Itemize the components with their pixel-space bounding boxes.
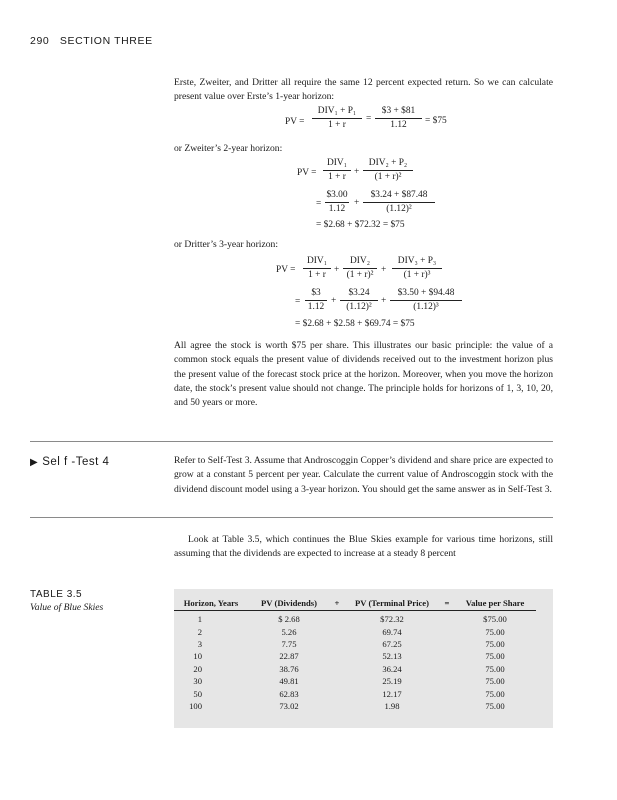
table-subtitle: Value of Blue Skies bbox=[30, 602, 104, 613]
look-paragraph: Look at Table 3.5, which continues the Blue Skies example for various time horizons, still assuming that the dividends are expected to increase at a steady 8 percent bbox=[174, 534, 553, 560]
cell-pv-terminal: 1.98 bbox=[384, 700, 400, 711]
table-row bbox=[174, 687, 536, 699]
eq-result: = $2.68 + $72.32 = $75 bbox=[316, 220, 405, 230]
eq-fraction bbox=[363, 158, 413, 183]
divider bbox=[30, 441, 553, 442]
eq-fraction bbox=[343, 256, 377, 281]
eq-numerator: $3 bbox=[305, 288, 327, 301]
cell-pv-dividends: 38.76 bbox=[279, 663, 299, 674]
eq-plus: + bbox=[331, 296, 337, 306]
eq-numerator: DIV₂ + P₂ bbox=[363, 158, 413, 171]
cell-pv-terminal: $72.32 bbox=[380, 614, 404, 625]
cell-value: 75.00 bbox=[485, 626, 505, 637]
cell-horizon: 10 bbox=[193, 651, 202, 662]
cell-pv-dividends: 62.83 bbox=[279, 688, 299, 699]
col-header: PV (Dividends) bbox=[248, 596, 330, 611]
cell-horizon: 30 bbox=[193, 676, 202, 687]
eq-result: = $2.68 + $2.58 + $69.74 = $75 bbox=[295, 319, 415, 329]
eq-fraction bbox=[305, 288, 327, 313]
cell-pv-dividends: 5.26 bbox=[281, 626, 297, 637]
eq-pv-label: PV = bbox=[276, 265, 296, 275]
eq-result: = $75 bbox=[425, 116, 447, 126]
eq-fraction bbox=[303, 256, 331, 281]
cell-pv-dividends: $ 2.68 bbox=[278, 614, 300, 625]
dritter-text: or Dritter’s 3-year horizon: bbox=[174, 239, 278, 250]
cell-horizon: 2 bbox=[197, 626, 202, 637]
eq-numerator: DIV₁ bbox=[323, 158, 351, 171]
cell-value: 75.00 bbox=[485, 688, 505, 699]
self-test-text: Refer to Self-Test 3. Assume that Androscoggin Copper’s dividend and share price are expected to grow at a constant 5 percent per year. Calculate the current value of Androscoggin stock with the dividend discount model using a 3-year horizon. You should get the same answer as in Self-Test 3. bbox=[174, 455, 553, 495]
eq-numerator: $3.50 + $94.48 bbox=[390, 288, 462, 301]
eq-fraction bbox=[323, 158, 351, 183]
cell-pv-dividends: 7.75 bbox=[281, 638, 297, 649]
cell-horizon: 3 bbox=[197, 638, 202, 649]
eq-denominator: (1 + r)² bbox=[346, 270, 374, 280]
table-row bbox=[174, 638, 536, 650]
eq-denominator: 1.12 bbox=[328, 204, 346, 214]
table-row bbox=[174, 611, 536, 626]
cell-pv-dividends: 22.87 bbox=[279, 651, 299, 662]
cell-horizon: 50 bbox=[193, 688, 202, 699]
eq-fraction bbox=[390, 288, 462, 313]
eq-numerator: $3.00 bbox=[325, 190, 349, 203]
eq-denominator: 1.12 bbox=[390, 120, 407, 130]
self-test-label bbox=[30, 456, 109, 468]
cell-pv-terminal: 69.74 bbox=[382, 626, 402, 637]
triangle-icon: ▶ bbox=[30, 457, 39, 468]
eq-equals: = bbox=[295, 297, 301, 307]
eq-fraction bbox=[325, 190, 349, 215]
cell-value: 75.00 bbox=[485, 700, 505, 711]
divider bbox=[30, 517, 553, 518]
table-panel bbox=[174, 589, 553, 728]
table-row bbox=[174, 700, 536, 712]
eq-numerator: DIV₁ + P₁ bbox=[312, 106, 362, 119]
eq-fraction bbox=[340, 288, 378, 313]
eq-denominator: (1 + r)² bbox=[374, 172, 402, 182]
cell-pv-terminal: 12.17 bbox=[382, 688, 402, 699]
eq-numerator: $3 + $81 bbox=[375, 106, 422, 119]
cell-pv-terminal: 67.25 bbox=[382, 638, 402, 649]
eq-plus: + bbox=[334, 265, 340, 275]
col-header: Horizon, Years bbox=[174, 596, 248, 611]
table-caption: TABLE 3.5 bbox=[30, 589, 83, 600]
section-title: SECTION THREE bbox=[59, 35, 153, 47]
eq-fraction bbox=[312, 106, 362, 131]
col-header: PV (Terminal Price) bbox=[344, 596, 440, 611]
eq-numerator: $3.24 bbox=[340, 288, 378, 301]
eq-fraction bbox=[392, 256, 442, 281]
eq-denominator: 1 + r bbox=[308, 270, 326, 280]
cell-pv-terminal: 52.13 bbox=[382, 651, 402, 662]
eq-denominator: 1 + r bbox=[328, 120, 346, 130]
eq-equals: = bbox=[366, 114, 372, 124]
table-row bbox=[174, 650, 536, 662]
eq-plus: + bbox=[354, 198, 360, 208]
eq-fraction bbox=[363, 190, 435, 215]
cell-pv-dividends: 73.02 bbox=[279, 700, 299, 711]
col-header: + bbox=[330, 596, 344, 611]
eq-numerator: DIV₁ bbox=[303, 256, 331, 269]
col-header: = bbox=[440, 596, 454, 611]
eq-denominator: (1.12)³ bbox=[413, 302, 439, 312]
cell-value: 75.00 bbox=[485, 676, 505, 687]
eq-pv-label: PV = bbox=[297, 168, 317, 178]
zweiter-text: or Zweiter’s 2-year horizon: bbox=[174, 143, 283, 154]
eq-denominator: (1 + r)³ bbox=[403, 270, 431, 280]
table-row bbox=[174, 675, 536, 687]
cell-value: 75.00 bbox=[485, 663, 505, 674]
eq-numerator: $3.24 + $87.48 bbox=[363, 190, 435, 203]
col-header: Value per Share bbox=[454, 596, 536, 611]
eq-plus: + bbox=[381, 265, 387, 275]
table-row bbox=[174, 625, 536, 637]
cell-pv-dividends: 49.81 bbox=[279, 676, 299, 687]
cell-horizon: 100 bbox=[189, 700, 202, 711]
eq-numerator: DIV₃ + P₃ bbox=[392, 256, 442, 269]
table-row bbox=[174, 663, 536, 675]
eq-denominator: (1.12)² bbox=[386, 204, 412, 214]
cell-pv-terminal: 25.19 bbox=[382, 676, 402, 687]
eq-numerator: DIV₂ bbox=[343, 256, 377, 269]
intro-paragraph: Erste, Zweiter, and Dritter all require the same 12 percent expected return. So we can calculate present value over Erste’s 1-year horizon: bbox=[174, 77, 553, 103]
cell-horizon: 20 bbox=[193, 663, 202, 674]
eq-denominator: 1.12 bbox=[307, 302, 325, 312]
cell-value: 75.00 bbox=[485, 651, 505, 662]
cell-horizon: 1 bbox=[197, 614, 202, 625]
eq-plus: + bbox=[354, 167, 360, 177]
cell-value: $75.00 bbox=[483, 614, 507, 625]
page-number: 290 bbox=[30, 35, 50, 47]
self-test-title: Sel f -Test 4 bbox=[42, 456, 110, 468]
eq-denominator: 1 + r bbox=[328, 172, 346, 182]
eq-plus: + bbox=[381, 296, 387, 306]
eq-equals: = bbox=[316, 199, 322, 209]
eq-fraction bbox=[375, 106, 422, 131]
cell-pv-terminal: 36.24 bbox=[382, 663, 402, 674]
value-table bbox=[174, 596, 536, 712]
eq-denominator: (1.12)² bbox=[346, 302, 372, 312]
page-header bbox=[30, 35, 153, 47]
eq-pv-label: PV = bbox=[285, 117, 305, 127]
agree-paragraph: All agree the stock is worth $75 per share. This illustrates our basic principle: the value of a common stock equals the present value of dividends received out to the investment horizon plus the present value of the forecast stock price at the horizon. Moreover, when you move the horizon date, the stock’s present value should not change. The principle holds for horizons of 1, 3, 10, 20, and 50 years or more. bbox=[174, 340, 553, 409]
table-header-row bbox=[174, 596, 536, 611]
cell-value: 75.00 bbox=[485, 638, 505, 649]
